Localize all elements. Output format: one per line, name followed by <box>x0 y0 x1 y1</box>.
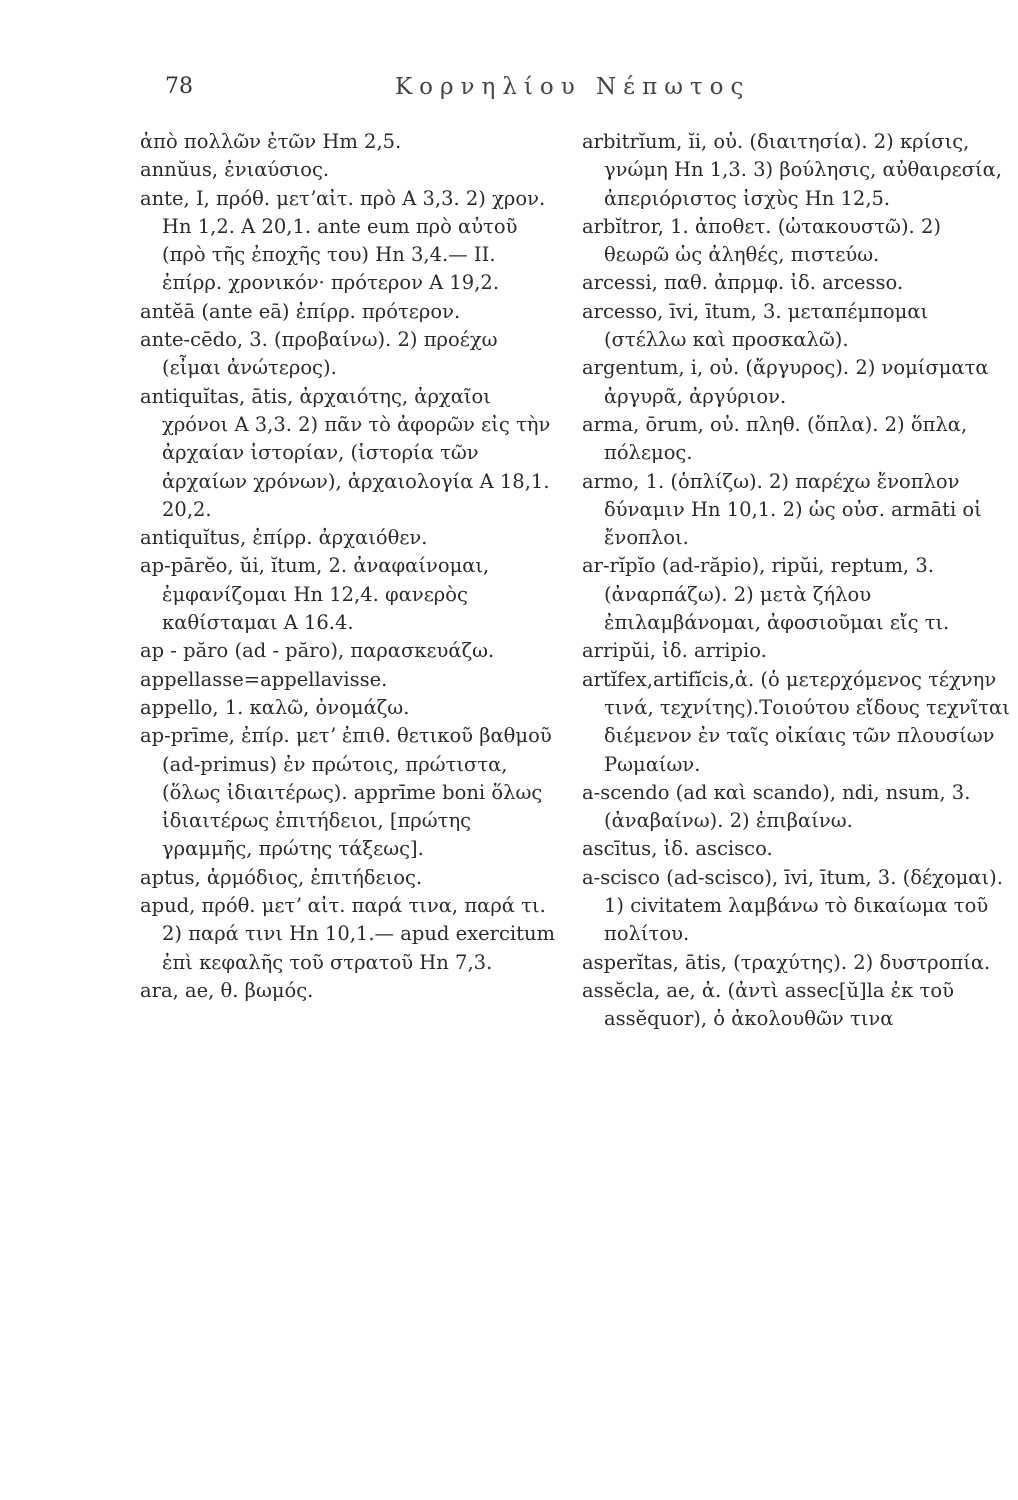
dictionary-entry: ara, ae, θ. βωμός. <box>140 978 314 1002</box>
dictionary-entry: argentum, i, οὐ. (ἄργυρος). 2) νομίσματα ἀργυρᾶ, ἀργύριον. <box>582 356 995 408</box>
dictionary-entry: appello, 1. καλῶ, ὀνομάζω. <box>140 695 410 719</box>
dictionary-entry: arbitrĭum, ĭi, οὐ. (διαιτησία). 2) κρίσις, γνώμη Hn 1,3. 3) βούλησις, αὐθαιρεσία, ἀπεριόριστος ἰσχὺς Hn 12,5. <box>582 130 1009 210</box>
dictionary-entry: appellasse=appellavisse. <box>140 667 388 691</box>
dictionary-entry: assĕcla, ae, ἀ. (ἀντὶ assec[ŭ]la ἐκ τοῦ assĕquor), ὁ ἀκολουθῶν τινα <box>582 978 961 1031</box>
dictionary-entry: ap-prīme, ἐπίρ. μετʼ ἐπιθ. θετικοῦ βαθμοῦ (ad-primus) ἐν πρώτοις, πρώτιστα, (ὅλως ἰδιαιτέρως). apprīme boni ὅλως ἰδιαιτέρως ἐπιτήδειοι, [πρώτης γραμμῆς, πρώτης τάξεως]. <box>140 724 558 861</box>
dictionary-entry: ante, I, πρόθ. μετʼαἰτ. πρὸ A 3,3. 2) χρον. Hn 1,2. A 20,1. ante eum πρὸ αὐτοῦ (πρὸ τῆς ἐποχῆς του) Hn 3,4.— II. ἐπίρρ. χρονικόν· πρότερον A 19,2. <box>140 186 552 295</box>
dictionary-entry: a-scendo (ad καὶ scando), ndi, nsum, 3.(ἀναβαίνω). 2) ἐπιβαίνω. <box>582 780 971 833</box>
dictionary-entry: apud, πρόθ. μετʼ αἰτ. παρά τινα, παρά τι. 2) παρά τινι Hn 10,1.— apud exercitum ἐπὶ κεφαλῆς τοῦ στρατοῦ Hn 7,3. <box>140 894 562 974</box>
dictionary-entry: arbĭtror, 1. ἀποθετ. (ὠτακουστῶ). 2) θεωρῶ ὡς ἀληθές, πιστεύω. <box>582 214 948 267</box>
dictionary-entry: arma, ōrum, οὐ. πληθ. (ὅπλα). 2) ὅπλα, πόλεμος. <box>582 412 974 465</box>
left-column <box>140 128 560 1005</box>
running-title: Κορνηλίου Νέπωτος <box>395 74 751 100</box>
right-column <box>582 128 1017 1034</box>
dictionary-entry: ascītus, ἰδ. ascisco. <box>582 837 773 861</box>
dictionary-entry: arcesso, īvi, ītum, 3. μεταπέμπομαι (στέλλω καὶ προσκαλῶ). <box>582 299 935 352</box>
dictionary-entry: ante-cēdo, 3. (προβαίνω). 2) προέχω (εἶμαι ἀνώτερος). <box>140 328 504 380</box>
dictionary-entry: antiquĭtas, ātis, ἀρχαιότης, ἀρχαῖοι χρόνοι A 3,3. 2) πᾶν τὸ ἀφορῶν εἰς τὴν ἀρχαίαν ἱστορίαν, (ἱστορία τῶν ἀρχαίων χρόνων), ἀρχαιολογία A 18,1. 20,2. <box>140 384 557 521</box>
dictionary-entry: asperĭtas, ātis, (τραχύτης). 2) δυστροπία. <box>582 950 991 974</box>
dictionary-entry: ap - păro (ad - păro), παρασκευάζω. <box>140 639 495 663</box>
dictionary-entry: annŭus, ἐνιαύσιος. <box>140 158 330 182</box>
dictionary-entry: aptus, ἁρμόδιος, ἐπιτήδειος. <box>140 865 423 889</box>
dictionary-entry: a-scisco (ad-scisco), īvi, ītum, 3. (δέχομαι). 1) civitatem λαμβάνω τὸ δικαίωμα τοῦ πολίτου. <box>582 865 1010 946</box>
page-number: 78 <box>165 74 193 99</box>
dictionary-entry: antĕā (ante eā) ἐπίρρ. πρότερον. <box>140 299 461 323</box>
dictionary-entry: ar-rĭpĭo (ad-răpio), ripŭi, reptum, 3. (ἀναρπάζω). 2) μετὰ ζήλου ἐπιλαμβάνομαι, ἀφοσιοῦμαι εἴς τι. <box>582 554 950 635</box>
dictionary-entry: antiquĭtus, ἐπίρρ. ἀρχαιόθεν. <box>140 526 428 550</box>
dictionary-entry: armo, 1. (ὁπλίζω). 2) παρέχω ἔνοπλον δύναμιν Hn 10,1. 2) ὡς οὐσ. armāti οἱ ἔνοπλοι. <box>582 469 989 550</box>
dictionary-entry: artĭfex,artifĭcis,ἀ. (ὁ μετερχόμενος τέχνην τινά, τεχνίτης).Τοιούτου εἴδους τεχνῖται διέμενον ἐν ταῖς οἰκίαις τῶν πλουσίων Ρωμαίων. <box>582 667 1017 776</box>
dictionary-entry: arripŭi, ἰδ. arripio. <box>582 639 767 663</box>
dictionary-entry: ap-pārĕo, ŭi, ĭtum, 2. ἀναφαίνομαι, ἐμφανίζομαι Hn 12,4. φανερὸς καθίσταμαι A 16.4. <box>140 554 496 635</box>
dictionary-entry: ἀπὸ πολλῶν ἐτῶν Hm 2,5. <box>140 130 402 153</box>
dictionary-entry: arcessi, παθ. ἀπρμφ. ἰδ. arcesso. <box>582 271 904 295</box>
